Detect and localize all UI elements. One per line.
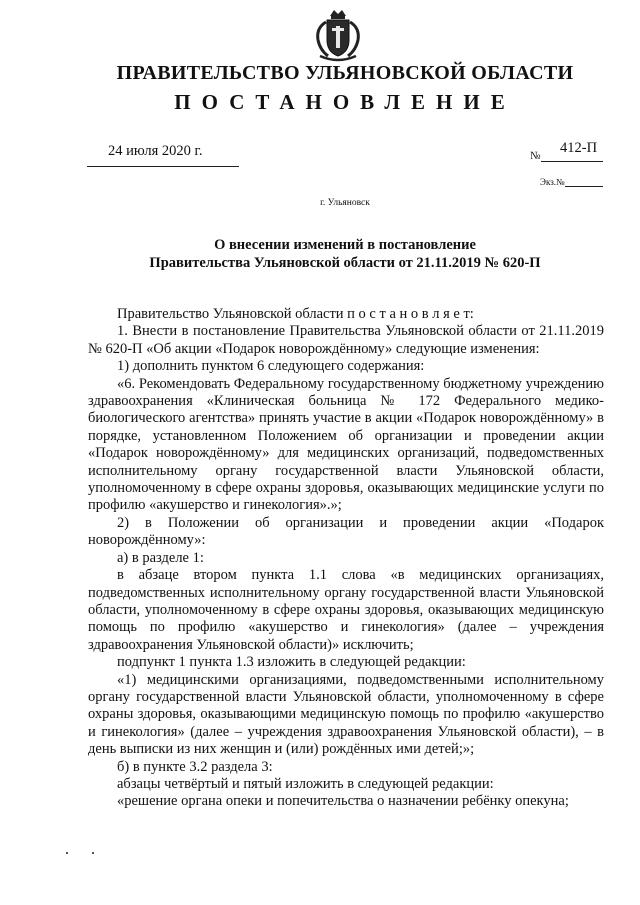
number-sign: № bbox=[530, 150, 541, 162]
copy-number-label: Экз.№ bbox=[540, 177, 565, 187]
body-paragraph: «6. Рекомендовать Федеральному государственному бюджетному учреждению здравоохранения «Клиническая больница № 172 Федерального медико-биологического агентства» принять участие в акции «Подарок новорождённому» в порядке, установленном Положением об организации и проведении акции «Подарок новорождённому» для медицинских организаций, подведомственных исполнительному органу государственной власти Ульяновской области, уполномоченному в сфере охраны здоровья, оказывающих медицинские услуги по профилю «акушерство и гинекология».»; bbox=[88, 375, 604, 514]
body-paragraph: «1) медицинскими организациями, подведомственными исполнительному органу государственной власти Ульяновской области, уполномоченному в сфере охраны здоровья, оказывающими медицинскую помощь по профилю «акушерство и гинекология» (далее – учреждения здравоохранения Ульяновской области), – в день выписки из них женщин и (или) рождённых ими детей;»; bbox=[88, 671, 604, 758]
body-paragraph: Правительство Ульяновской области п о с т а н о в л я е т: bbox=[117, 306, 474, 322]
scan-artifact bbox=[92, 852, 94, 854]
document-type-title: ПОСТАНОВЛЕНИЕ bbox=[174, 90, 516, 114]
body-paragraph: 1) дополнить пунктом 6 следующего содержания: bbox=[117, 358, 425, 375]
number-underline bbox=[541, 161, 603, 162]
body-paragraph: подпункт 1 пункта 1.3 изложить в следующей редакции: bbox=[117, 654, 466, 671]
body-paragraph: 2) в Положении об организации и проведении акции «Подарок новорождённому»: bbox=[88, 514, 604, 549]
city-name: г. Ульяновск bbox=[320, 198, 370, 208]
body-paragraph: б) в пункте 3.2 раздела 3: bbox=[117, 758, 273, 775]
body-paragraph: 1. Внести в постановление Правительства Ульяновской области от 21.11.2019 № 620-П «Об акции «Подарок новорождённому» следующие изменения: bbox=[88, 323, 604, 357]
copy-number-underline bbox=[565, 186, 603, 187]
document-number: 412-П bbox=[560, 140, 598, 156]
organization-title: ПРАВИТЕЛЬСТВО УЛЬЯНОВСКОЙ ОБЛАСТИ bbox=[116, 62, 574, 84]
document-body bbox=[88, 306, 604, 811]
body-paragraph: а) в разделе 1: bbox=[117, 549, 204, 566]
date-underline bbox=[87, 166, 239, 167]
body-paragraph: в абзаце втором пункта 1.1 слова «в медицинских организациях, подведомственных исполнительному органу государственной власти Ульяновской области, уполномоченному в сфере охраны здоровья, оказывающих медицинскую помощь по профилю «акушерство и гинекология» (далее – учреждения здравоохранения Ульяновской области)» исключить; bbox=[88, 567, 604, 653]
body-paragraph: «решение органа опеки и попечительства о назначении ребёнку опекуна; bbox=[117, 793, 569, 810]
subject-line-2: Правительства Ульяновской области от 21.11.2019 № 620-П bbox=[149, 255, 541, 271]
document-date: 24 июля 2020 г. bbox=[108, 143, 203, 159]
scan-artifact bbox=[66, 852, 68, 854]
body-paragraph: абзацы четвёртый и пятый изложить в следующей редакции: bbox=[117, 775, 494, 792]
subject-line-1: О внесении изменений в постановление bbox=[214, 237, 476, 253]
coat-of-arms-icon bbox=[310, 6, 366, 64]
document-subject bbox=[120, 236, 570, 272]
